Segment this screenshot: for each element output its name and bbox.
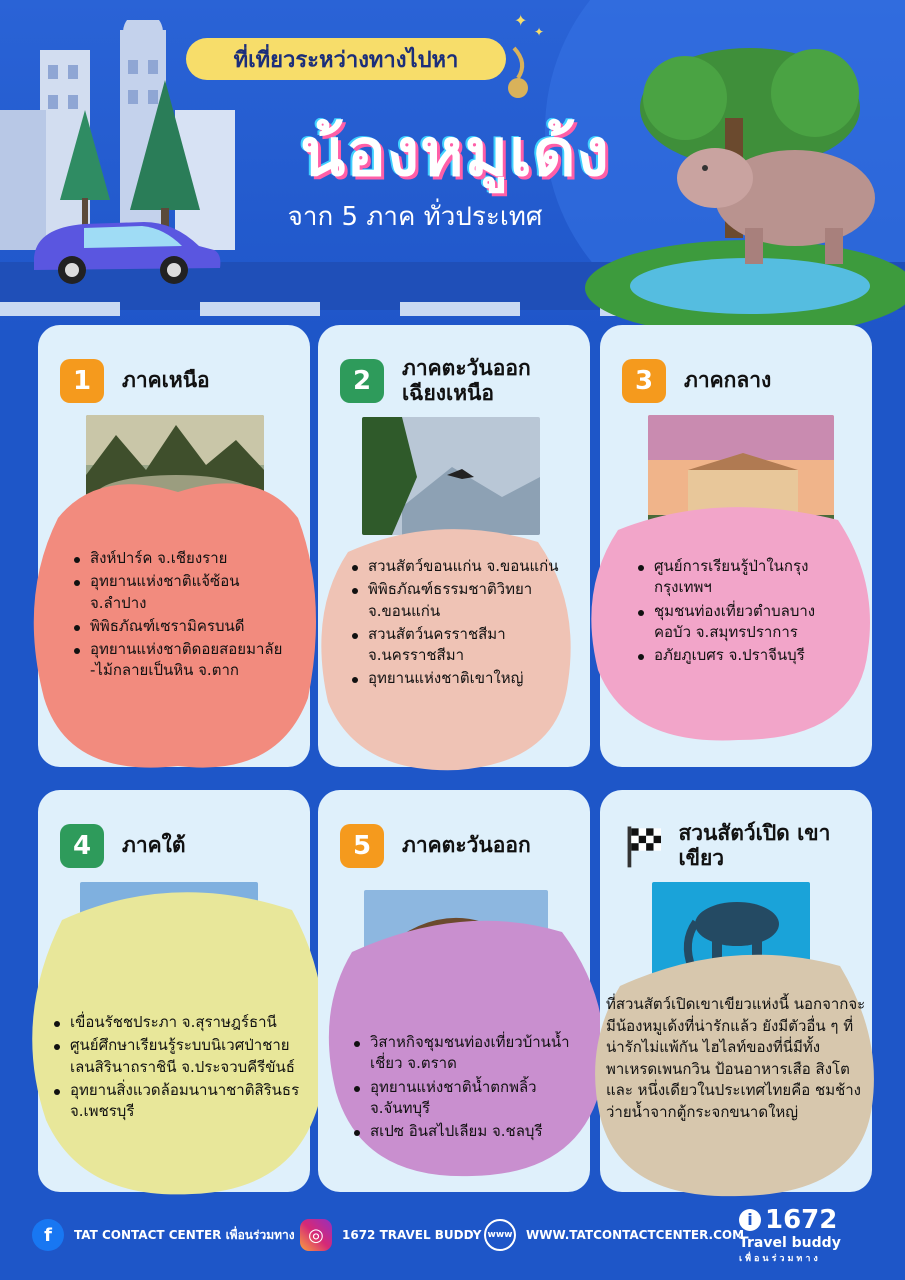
facebook-link[interactable]	[32, 1219, 295, 1251]
list-item: อุทยานแห่งชาติดอยสอยมาลัย -ไม้กลายเป็นหิน จ.ตาก	[72, 639, 292, 682]
page-title: น้องหมูเด้ง	[300, 114, 610, 191]
list-item: อุทยานแห่งชาติน้ำตกพลิ้ว จ.จันทบุรี	[352, 1077, 582, 1120]
list-item: วิสาหกิจชุมชนท่องเที่ยวบ้านน้ำเชี่ยว จ.ตราด	[352, 1032, 582, 1075]
globe-icon: www	[484, 1219, 516, 1251]
list-item: ศูนย์การเรียนรู้ป่าในกรุง กรุงเทพฯ	[636, 556, 846, 599]
page-subtitle: จาก 5 ภาค ทั่วประเทศ	[287, 202, 543, 232]
region-title: ภาคกลาง	[684, 368, 772, 393]
list-item: อุทยานแห่งชาติเขาใหญ่	[350, 668, 562, 689]
card-header	[60, 351, 300, 411]
instagram-label: 1672 TRAVEL BUDDY	[342, 1228, 482, 1242]
card-header	[340, 351, 580, 411]
list-item: เขื่อนรัชชประภา จ.สุราษฎร์ธานี	[52, 1012, 302, 1033]
region-number-badge: 2	[340, 359, 384, 403]
list-item: อภัยภูเบศร จ.ปราจีนบุรี	[636, 645, 846, 666]
website-label: WWW.TATCONTACTCENTER.COM	[526, 1228, 745, 1242]
instagram-icon: ◎	[300, 1219, 332, 1251]
hero-banner	[0, 0, 905, 330]
list-item: พิพิธภัณฑ์เซรามิครบนดี	[72, 616, 292, 637]
info-icon: i	[739, 1209, 761, 1231]
list-item: พิพิธภัณฑ์ธรรมชาติวิทยา จ.ขอนแก่น	[350, 579, 562, 622]
region-number-badge: 4	[60, 824, 104, 868]
facebook-icon: f	[32, 1219, 64, 1251]
attraction-list	[52, 1012, 302, 1124]
region-title: ภาคตะวันออก	[402, 833, 531, 858]
card-header	[622, 816, 862, 876]
road-marking	[0, 302, 120, 316]
card-header	[340, 816, 580, 876]
svg-text:✦: ✦	[514, 11, 528, 30]
list-item: สวนสัตว์ขอนแก่น จ.ขอนแก่น	[350, 556, 562, 577]
facebook-label: TAT CONTACT CENTER เพื่อนร่วมทาง	[74, 1227, 295, 1242]
instagram-link[interactable]	[300, 1219, 481, 1251]
region-number-badge: 3	[622, 359, 666, 403]
sparkle-trophy-icon	[500, 8, 556, 98]
attraction-list	[636, 556, 846, 668]
car-illustration	[24, 198, 224, 290]
region-title: ภาคใต้	[122, 833, 186, 858]
list-item: ศูนย์ศึกษาเรียนรู้ระบบนิเวศป่าชายเลนสิรินาถราชินี จ.ประจวบคีรีขันธ์	[52, 1035, 302, 1078]
logo-name: Travel buddy	[739, 1235, 841, 1251]
region-title: ภาคเหนือ	[122, 368, 210, 393]
pygmy-hippo-illustration	[575, 38, 905, 330]
card-header	[622, 351, 862, 411]
zoo-description: ที่สวนสัตว์เปิดเขาเขียวแห่งนี้ นอกจากจะมีน้องหมูเด้งที่น่ารักแล้ว ยังมีตัวอื่น ๆ ที่น่ารักไม่แพ้กัน ไฮไลท์ของที่นี่มีทั้งพาเหรดเพนกวิน ป้อนอาหารเสือ สิงโต และ หนึ่งเดียวในประเทศไทยคือ ชมช้างว่ายน้ำจากตู้กระจกขนาดใหญ่	[606, 995, 866, 1121]
list-item: สิงห์ปาร์ค จ.เชียงราย	[72, 548, 292, 569]
list-item: อุทยานแห่งชาติแจ้ซ้อน จ.ลำปาง	[72, 571, 292, 614]
svg-text:✦: ✦	[534, 25, 545, 39]
road-marking	[200, 302, 320, 316]
list-item: ชุมชนท่องเที่ยวตำบลบางคอบัว จ.สมุทรปราการ	[636, 601, 846, 644]
region-title: ภาคตะวันออก เฉียงเหนือ	[402, 355, 531, 405]
tagline-pill	[186, 38, 506, 80]
footer	[0, 1205, 905, 1280]
website-link[interactable]	[484, 1219, 744, 1251]
attraction-list	[72, 548, 292, 684]
logo-number: 1672	[765, 1205, 838, 1235]
region-photo	[362, 417, 540, 535]
road-marking	[400, 302, 520, 316]
list-item: อุทยานสิ่งแวดล้อมนานาชาติสิรินธร จ.เพชรบุรี	[52, 1080, 302, 1123]
region-number-badge: 5	[340, 824, 384, 868]
list-item: สเปซ อินสไปเลียม จ.ชลบุรี	[352, 1121, 582, 1142]
checkered-flag-icon	[622, 821, 668, 871]
card-header	[60, 816, 300, 876]
list-item: สวนสัตว์นครราชสีมา จ.นครราชสีมา	[350, 624, 562, 667]
travel-buddy-logo	[739, 1205, 859, 1265]
attraction-list	[350, 556, 562, 692]
region-number-badge: 1	[60, 359, 104, 403]
zoo-title: สวนสัตว์เปิด เขาเขียว	[678, 820, 831, 870]
logo-subtitle: เพื่อนร่วมทาง	[739, 1254, 821, 1264]
tagline-text: ที่เที่ยวระหว่างทางไปหา	[233, 47, 459, 73]
attraction-list	[352, 1032, 582, 1144]
